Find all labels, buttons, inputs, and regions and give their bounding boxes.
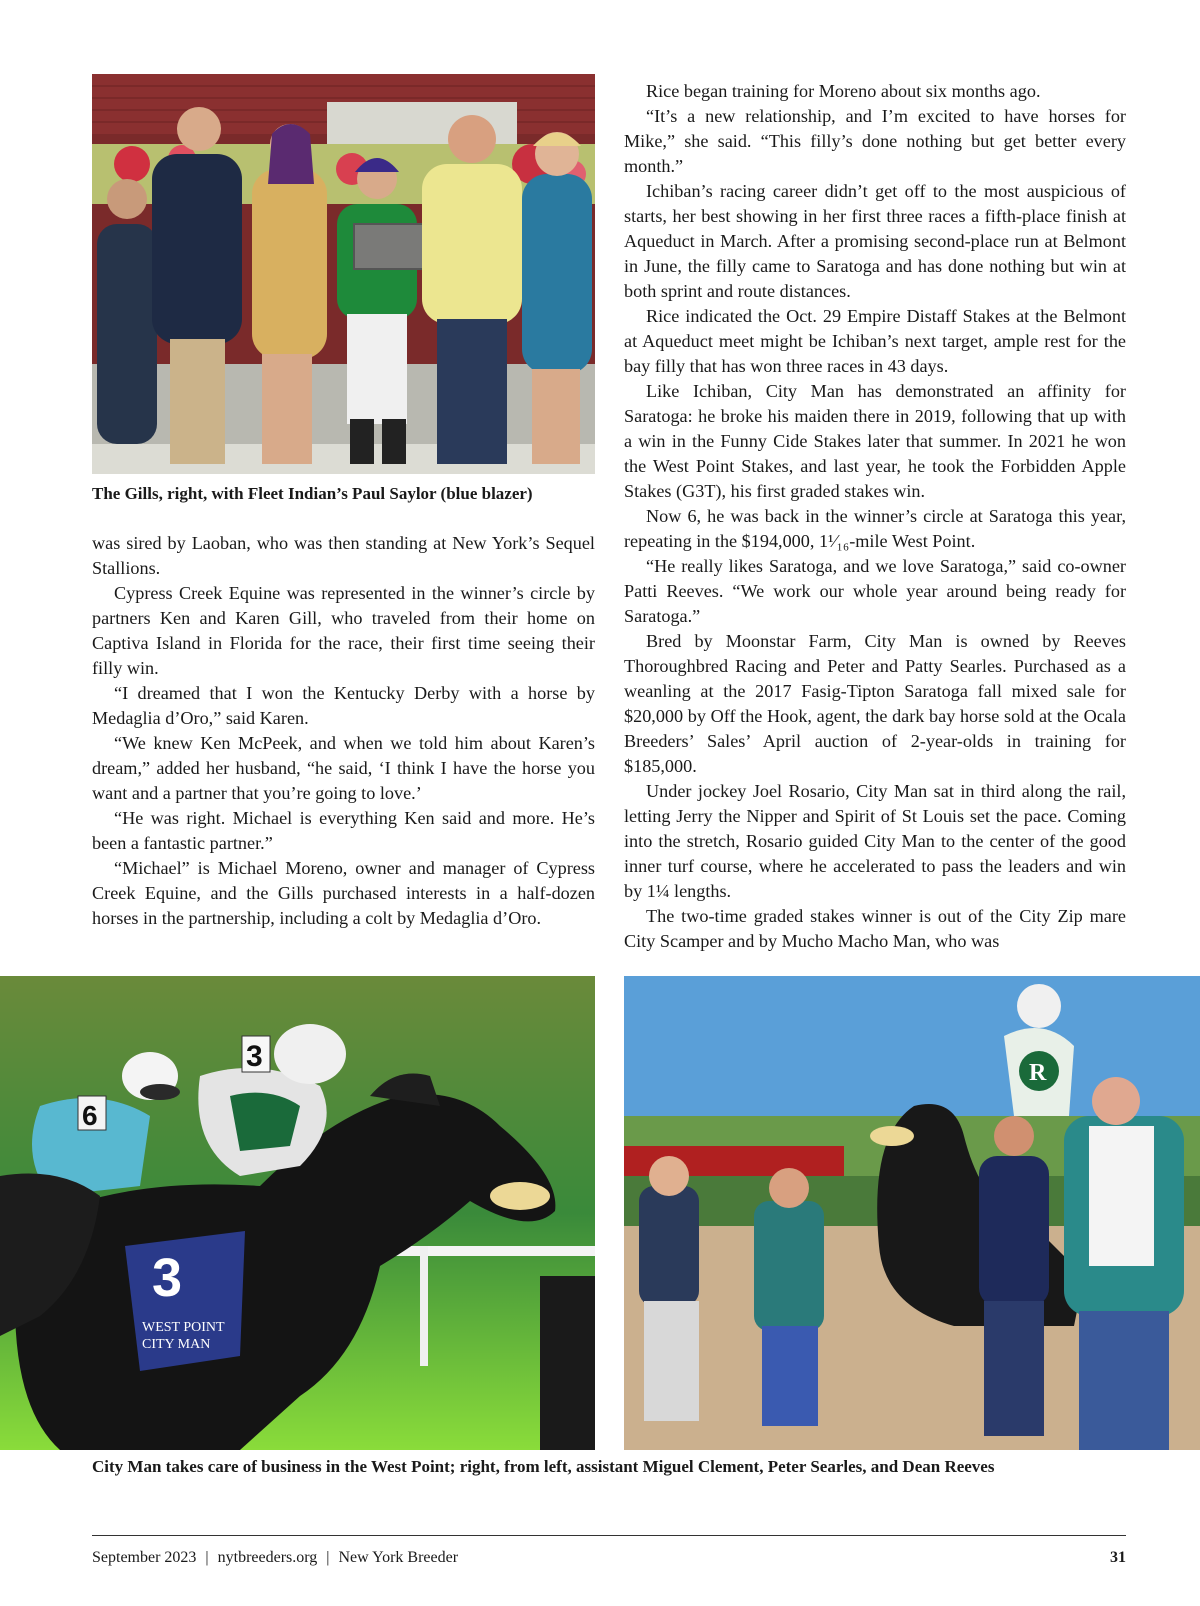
- paragraph: Cypress Creek Equine was represented in the winner’s circle by partners Ken and Karen Gill, who traveled from their home on Captiva Island in Florida for the race, their first time seeing their filly win.: [92, 583, 595, 678]
- paragraph: “I dreamed that I won the Kentucky Derby with a horse by Medaglia d’Oro,” said Karen.: [92, 683, 595, 728]
- page-footer: [92, 1548, 1126, 1568]
- paragraph: was sired by Laoban, who was then standing at New York’s Sequel Stallions.: [92, 533, 595, 578]
- paragraph: Bred by Moonstar Farm, City Man is owned by Reeves Thoroughbred Racing and Peter and Patty Searles. Purchased as a weanling at the 2017 Fasig-Tipton Saratoga fall mixed sale for $20,000 by Off the Hook, agent, the dark bay horse sold at the Ocala Breeders’ Sales’ April auction of 2-year-olds in training for $185,000.: [624, 631, 1126, 776]
- saddle-cloth-number: 3: [152, 1248, 183, 1308]
- silks-letter: R: [1029, 1060, 1047, 1086]
- footer-credits: [92, 1549, 458, 1566]
- paragraph: “We knew Ken McPeek, and when we told him about Karen’s dream,” added her husband, “he said, ‘I think I have the horse you want and a partner that you’re going to love.’: [92, 733, 595, 803]
- paragraph: Now 6, he was back in the winner’s circle at Saratoga this year, repeating in the $194,000, 1¹⁄₁₆-mile West Point.: [624, 506, 1126, 551]
- saddle-cloth-race-name: WEST POINT: [142, 1320, 225, 1335]
- page-number: 31: [1110, 1549, 1126, 1566]
- footer-divider: [92, 1535, 1126, 1536]
- paragraph: Under jockey Joel Rosario, City Man sat in third along the rail, letting Jerry the Nipper and Spirit of St Louis set the pace. Coming into the stretch, Rosario guided City Man to the center of the good inner turf course, where he accelerated to pass the leaders and win by 1¼ lengths.: [624, 781, 1126, 901]
- paragraph: “It’s a new relationship, and I’m excited to have horses for Mike,” she said. “This filly’s done nothing but get better every month.”: [624, 106, 1126, 176]
- photo-winners-circle: [92, 74, 595, 474]
- paragraph: “He was right. Michael is everything Ken said and more. He’s been a fantastic partner.”: [92, 808, 595, 853]
- paragraph: “Michael” is Michael Moreno, owner and manager of Cypress Creek Equine, and the Gills purchased interests in a half-dozen horses in the partnership, including a colt by Medaglia d’Oro.: [92, 858, 595, 928]
- saddle-cloth-horse-name: CITY MAN: [142, 1337, 211, 1352]
- article-column-right: [624, 79, 1126, 954]
- footer-separator: |: [205, 1549, 209, 1566]
- paragraph: The two-time graded stakes winner is out of the City Zip mare City Scamper and by Mucho Macho Man, who was: [624, 906, 1126, 951]
- footer-separator: |: [326, 1549, 330, 1566]
- photo-walk-to-winners-circle: [624, 976, 1200, 1450]
- photo-race-finish: [0, 976, 595, 1450]
- paragraph: Rice began training for Moreno about six months ago.: [646, 81, 1041, 101]
- paragraph: Ichiban’s racing career didn’t get off to the most auspicious of starts, her best showing in her first three races a fifth-place finish at Aqueduct in March. After a promising second-place run at Belmont in June, the filly came to Saratoga and has done nothing but win at both sprint and route distances.: [624, 181, 1126, 301]
- article-column-left: [92, 531, 595, 931]
- paragraph: Like Ichiban, City Man has demonstrated an affinity for Saratoga: he broke his maiden there in 2019, following that up with a win in the Funny Cide Stakes later that summer. In 2021 he won the West Point Stakes, and last year, he took the Forbidden Apple Stakes (G3T), his first graded stakes win.: [624, 381, 1126, 501]
- footer-publication: New York Breeder: [338, 1549, 459, 1566]
- paragraph: “He really likes Saratoga, and we love Saratoga,” said co-owner Patti Reeves. “We work our whole year around being ready for Saratoga.”: [624, 556, 1126, 626]
- photo-caption-bottom: City Man takes care of business in the West Point; right, from left, assistant Miguel Clement, Peter Searles, and Dean Reeves: [92, 1457, 995, 1476]
- photo-caption-top: The Gills, right, with Fleet Indian’s Paul Saylor (blue blazer): [92, 484, 533, 503]
- footer-site: nytbreeders.org: [217, 1549, 318, 1566]
- paragraph: Rice indicated the Oct. 29 Empire Distaff Stakes at the Belmont at Aqueduct meet might be Ichiban’s next target, ample rest for the bay filly that has won three races in 43 days.: [624, 306, 1126, 376]
- helmet-number-left: 6: [82, 1100, 98, 1131]
- helmet-number-right: 3: [246, 1040, 263, 1073]
- footer-date: September 2023: [92, 1549, 197, 1566]
